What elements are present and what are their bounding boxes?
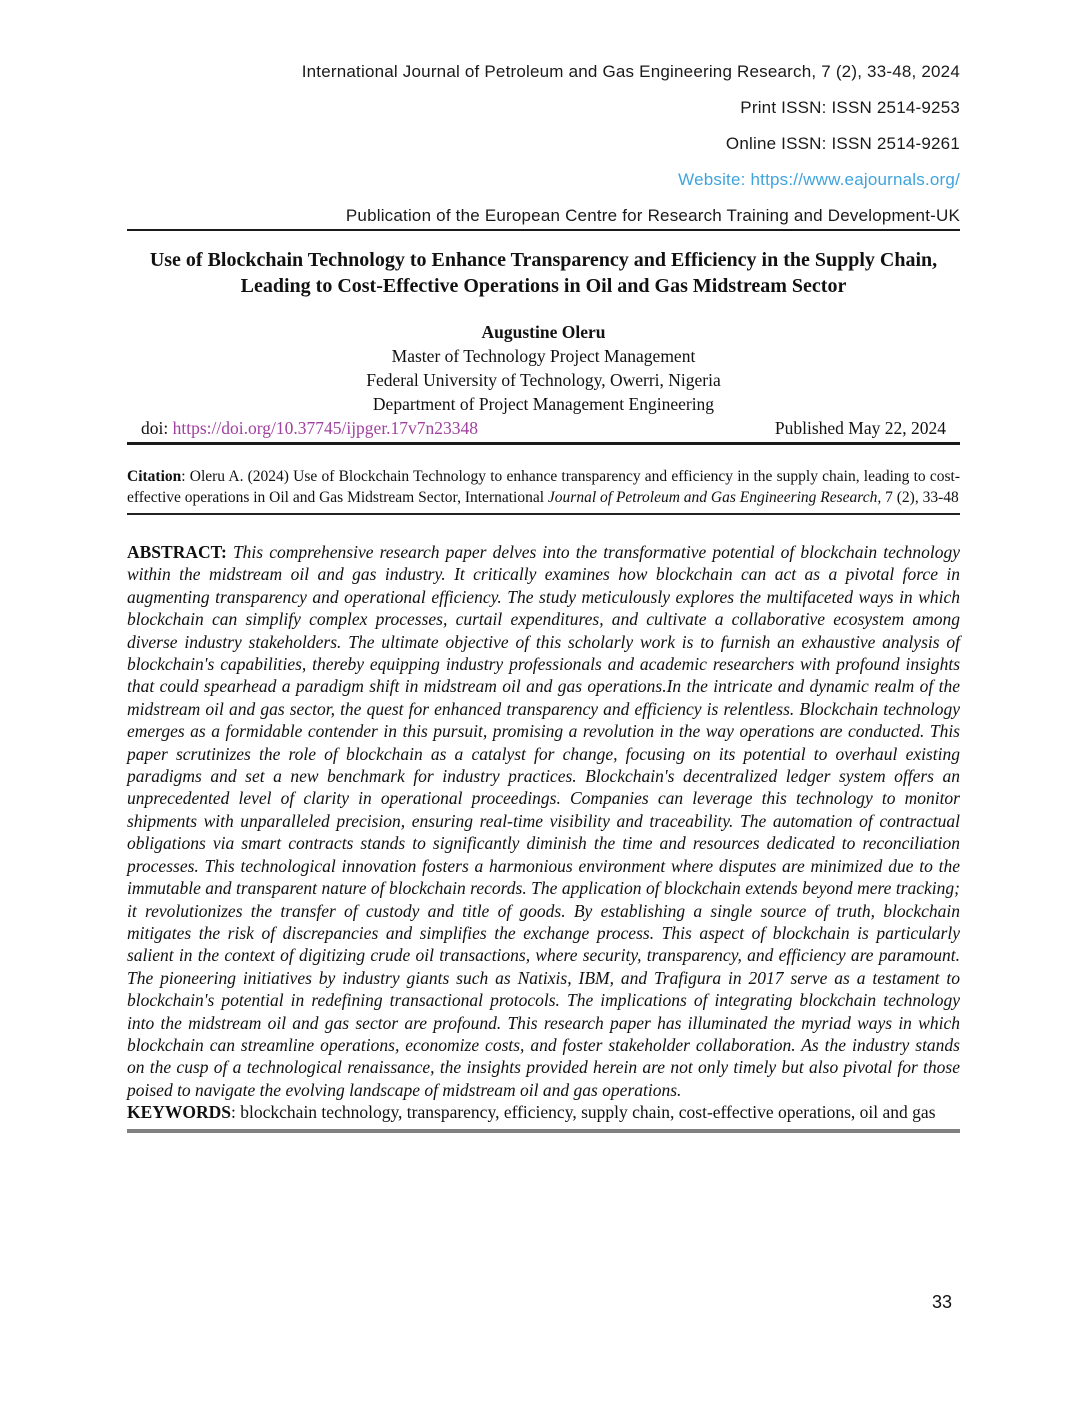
article-title: Use of Blockchain Technology to Enhance Transparency and Efficiency in the Supply Chain, Leading to Cost-Effective Operations in Oil and Gas Midstream Sector — [149, 249, 938, 297]
citation — [127, 466, 960, 515]
abstract-label: ABSTRACT: — [127, 542, 227, 562]
citation-label: Citation — [127, 468, 182, 485]
citation-tail: 7 (2), 33-48 — [881, 489, 959, 506]
online-issn: Online ISSN: ISSN 2514-9261 — [725, 134, 960, 153]
journal-header-line: International Journal of Petroleum and Gas Engineering Research, 7 (2), 33-48, 2024 — [301, 62, 960, 81]
keywords-label: KEYWORDS — [127, 1102, 232, 1123]
keywords-text: : blockchain technology, transparency, efficiency, supply chain, cost-effective operations, oil and gas — [231, 1102, 936, 1123]
keywords — [127, 1101, 960, 1123]
citation-journal-italic: Journal of Petroleum and Gas Engineering Research, — [547, 489, 882, 506]
doi-row — [127, 416, 960, 445]
publication-line: Publication of the European Centre for Research Training and Development-UK — [127, 206, 960, 231]
author-university: Federal University of Technology, Owerri, Nigeria — [366, 370, 721, 390]
abstract-text: This comprehensive research paper delves into the transformative potential of blockchain technology within the midstream oil and gas industry. It critically examines how blockchain can act as a pivotal force in augmenting transparency and operational efficiency. The study meticulously explores the multifaceted ways in which blockchain can simplify complex processes, curtail expenditures, and cultivate a collaborative ecosystem among diverse industry stakeholders. The ultimate objective of this scholarly work is to furnish an exhaustive analysis of blockchain's capabilities, thereby equipping industry professionals and academic researchers with profound insights that could spearhead a paradigm shift in midstream oil and gas operations.In the intricate and dynamic realm of the midstream oil and gas sector, the quest for enhanced transparency and efficiency is relentless. Blockchain technology emerges as a formidable contender in this pursuit, promising a revolution in the way operations are conducted. This paper scrutinizes the role of blockchain as a catalyst for change, focusing on its potential to overhaul existing paradigms and set a new benchmark for industry practices. Blockchain's decentralized ledger system offers an unprecedented level of clarity in operational proceedings. Companies can leverage this technology to monitor shipments with unparalleled precision, ensuring real-time visibility and traceability. The automation of contractual obligations via smart contracts stands to significantly diminish the time and resources dedicated to reconciliation processes. This technological innovation fosters a harmonious environment where disputes are minimized due to the immutable and transparent nature of blockchain records. The application of blockchain extends beyond mere tracking; it revolutionizes the transfer of custody and title of goods. By establishing a single source of truth, blockchain mitigates the risk of discrepancies and simplifies the exchange process. This aspect of blockchain is particularly salient in the context of digitizing crude oil transactions, where security, transparency, and efficiency are paramount. The pioneering initiatives by industry giants such as Natixis, IBM, and Trafigura in 2017 serve as a testament to blockchain's potential in redefining transactional protocols. The implications of integrating blockchain technology into the midstream oil and gas sector are profound. This research paper has illuminated the myriad ways in which blockchain can streamline operations, economize costs, and foster stakeholder collaboration. As the industry stands on the cusp of a technological renaissance, the insights provided herein are not only timely but also pivotal for those poised to navigate the evolving landscape of midstream oil and gas operations. — [127, 542, 961, 1100]
author-block — [127, 320, 960, 416]
bottom-divider — [127, 1129, 960, 1133]
author-department: Department of Project Management Engineering — [372, 394, 715, 414]
website-line — [127, 170, 960, 189]
abstract — [127, 541, 960, 1101]
citation-text: : Oleru A. (2024) Use of Blockchain Technology to enhance transparency and efficiency in the supply chain, leading to cost-effective operations in Oil and Gas Midstream Sector, International — [127, 468, 960, 506]
page-number: 33 — [931, 1292, 952, 1312]
doi-left — [141, 416, 478, 440]
page-content — [127, 0, 960, 1133]
doi-link[interactable]: https://doi.org/10.37745/ijpger.17v7n23348 — [172, 418, 479, 438]
journal-masthead — [127, 0, 960, 231]
author-degree: Master of Technology Project Management — [391, 346, 696, 366]
website-label: Website: — [678, 170, 746, 189]
website-link[interactable]: https://www.eajournals.org/ — [750, 170, 960, 189]
doi-label: doi: — [141, 418, 169, 438]
published-date: Published May 22, 2024 — [774, 418, 946, 438]
print-issn: Print ISSN: ISSN 2514-9253 — [740, 98, 960, 117]
author-name: Augustine Oleru — [481, 322, 606, 342]
